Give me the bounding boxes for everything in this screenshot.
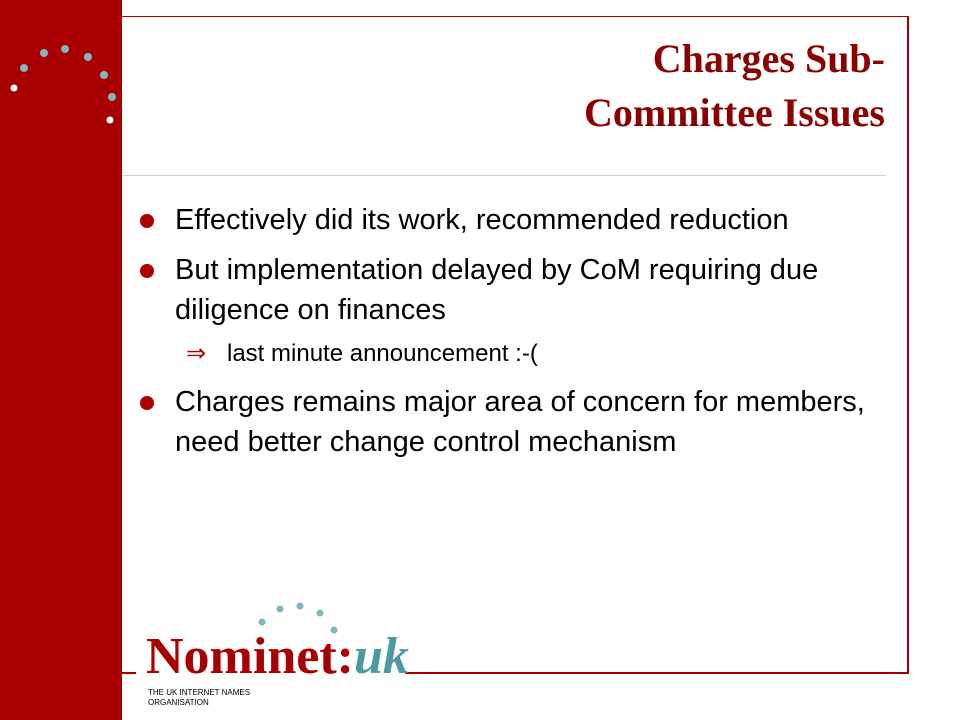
bullet-item bbox=[140, 200, 900, 240]
bullet-item bbox=[140, 250, 900, 330]
band-dot bbox=[107, 117, 114, 124]
logo-dot bbox=[259, 619, 266, 626]
bullet-list bbox=[140, 200, 900, 472]
logo-word: Nominet bbox=[146, 628, 337, 685]
band-dot bbox=[100, 71, 108, 79]
logo-dot bbox=[277, 606, 284, 613]
logo-dot bbox=[297, 603, 304, 610]
logo-dot bbox=[317, 610, 324, 617]
logo-tagline: THE UK INTERNET NAMES ORGANISATION bbox=[148, 688, 251, 707]
bullet-text: But implementation delayed by CoM requiring due diligence on finances bbox=[175, 254, 819, 326]
nominet-logo bbox=[146, 628, 409, 686]
sub-bullet-item bbox=[140, 338, 900, 370]
bullet-text: Charges remains major area of concern for members, need better change control mechanism bbox=[175, 386, 865, 458]
sub-bullet-text: last minute announcement :-( bbox=[227, 340, 538, 367]
bullet-text: Effectively did its work, recommended reduction bbox=[175, 204, 789, 236]
bullet-dot-icon bbox=[140, 396, 154, 410]
slide-title bbox=[380, 32, 885, 140]
bullet-dot-icon bbox=[140, 214, 154, 228]
title-divider bbox=[122, 175, 886, 176]
title-line-2: Committee Issues bbox=[583, 90, 885, 135]
band-dot bbox=[20, 64, 28, 72]
title-line-1: Charges Sub- bbox=[652, 36, 885, 81]
band-dot bbox=[40, 49, 48, 57]
band-dot bbox=[11, 85, 18, 92]
bullet-item bbox=[140, 382, 900, 462]
band-dot bbox=[61, 45, 69, 53]
double-arrow-icon: ⇒ bbox=[186, 340, 207, 367]
logo-suffix: uk bbox=[353, 628, 409, 685]
band-dot bbox=[84, 53, 92, 61]
band-dot bbox=[108, 93, 116, 101]
logo-colon: : bbox=[336, 628, 354, 685]
bullet-dot-icon bbox=[140, 264, 154, 278]
